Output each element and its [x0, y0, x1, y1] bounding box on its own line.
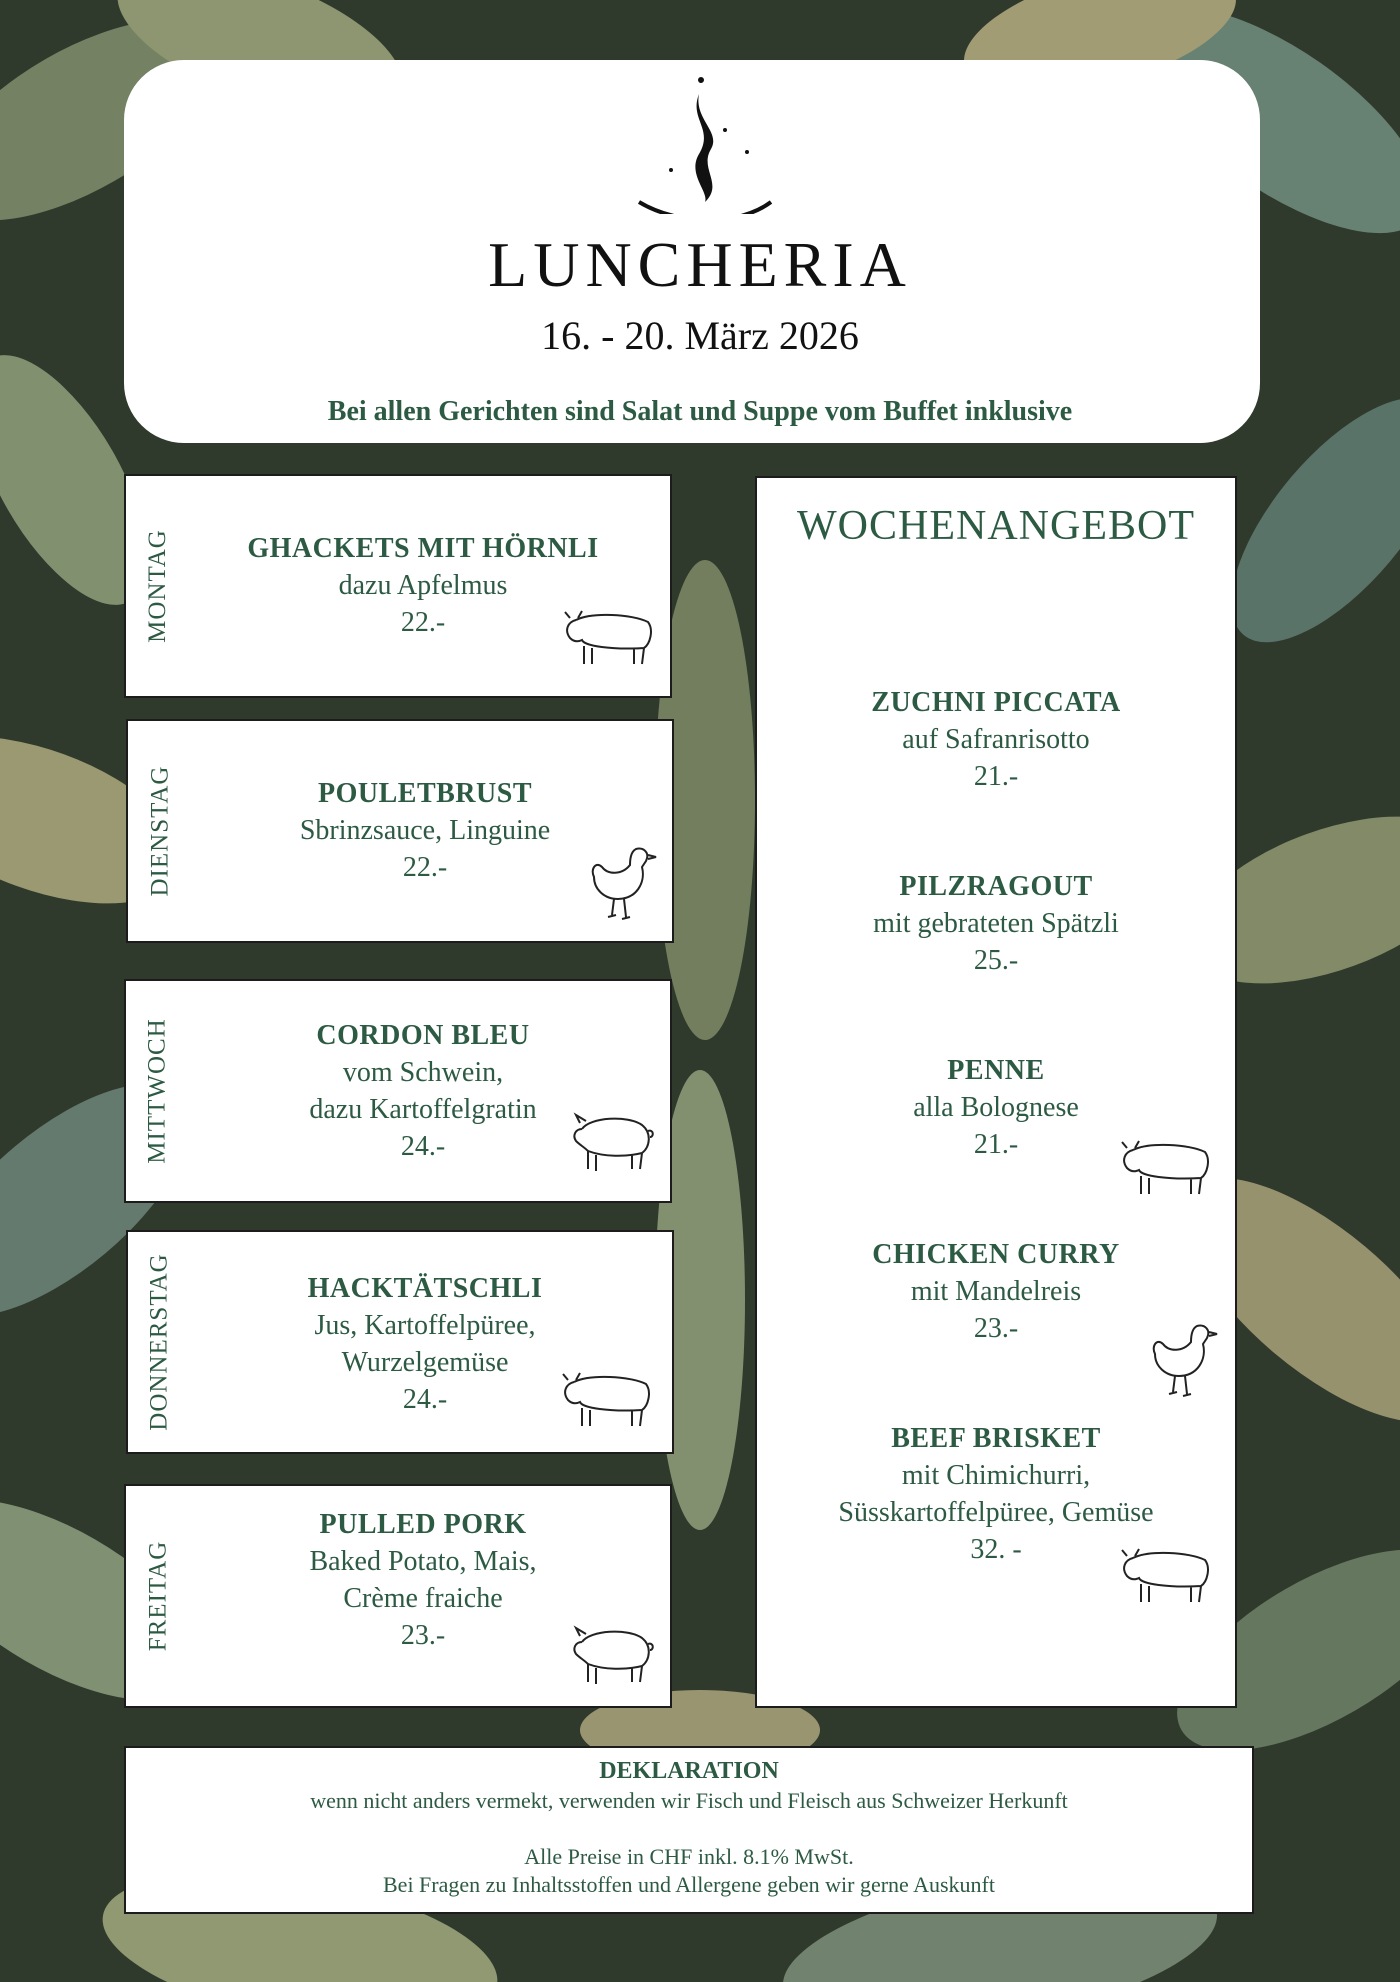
allergens-note: Bei Fragen zu Inhaltsstoffen und Allergene geben wir gerne Auskunft: [383, 1872, 995, 1897]
buffet-note: Bei allen Gerichten sind Salat und Suppe vom Buffet inklusive: [327, 396, 1073, 427]
dish-price: 24.-: [402, 1384, 448, 1415]
day-label: MONTAG: [144, 529, 171, 643]
declaration-title: DEKLARATION: [599, 1758, 779, 1784]
dish-name: GHACKETS MIT HÖRNLI: [247, 533, 599, 564]
dish-price: 21.-: [973, 761, 1019, 792]
dish-description: Wurzelgemüse: [341, 1347, 509, 1378]
day-label: FREITAG: [144, 1540, 171, 1652]
brand-title: LUNCHERIA: [488, 229, 912, 300]
dish-description: Baked Potato, Mais,: [309, 1546, 537, 1577]
day-label: MITTWOCH: [144, 1018, 172, 1164]
chicken-icon: [1147, 1316, 1221, 1400]
dish-name: POULETBRUST: [318, 778, 532, 809]
cow-icon: [1119, 1130, 1215, 1200]
dish-name: PENNE: [947, 1055, 1045, 1086]
dish-name: PULLED PORK: [319, 1509, 527, 1540]
day-card-freitag: [124, 1484, 672, 1708]
dish-description: alla Bolognese: [913, 1092, 1079, 1123]
origin-note: wenn nicht anders vermekt, verwenden wir Fisch und Fleisch aus Schweizer Herkunft: [310, 1788, 1068, 1813]
dish-name: HACKTÄTSCHLI: [307, 1273, 543, 1304]
dish-name: ZUCHNI PICCATA: [871, 687, 1121, 718]
dish-name: CORDON BLEU: [316, 1020, 530, 1051]
day-card-dienstag: [126, 719, 674, 943]
day-card-mittwoch: [124, 979, 672, 1203]
dish-description: Crème fraiche: [343, 1583, 503, 1614]
cow-icon: [560, 1362, 656, 1432]
declaration-card: [124, 1746, 1254, 1914]
dish-description: auf Safranrisotto: [902, 724, 1090, 755]
dish-price: 23.-: [400, 1620, 446, 1651]
weekly-dish: [767, 868, 1225, 979]
dish-description: vom Schwein,: [342, 1057, 504, 1088]
weekly-offer-title: WOCHENANGEBOT: [797, 503, 1195, 549]
dish-description: Jus, Kartoffelpüree,: [314, 1310, 536, 1341]
dish-name: CHICKEN CURRY: [872, 1239, 1120, 1270]
date-range: 16. - 20. März 2026: [541, 313, 859, 358]
day-label: DIENSTAG: [146, 765, 173, 897]
flame-logo-icon: [629, 74, 779, 214]
dish-price: 22.-: [400, 607, 446, 638]
dish-price: 32. -: [970, 1534, 1022, 1565]
pig-icon: [570, 1103, 656, 1177]
dish-description: dazu Kartoffelgratin: [309, 1094, 537, 1125]
cow-icon: [562, 600, 658, 670]
dish-price: 23.-: [973, 1313, 1019, 1344]
dish-description: Süsskartoffelpüree, Gemüse: [838, 1497, 1154, 1528]
weekly-offer-card: [755, 476, 1237, 1708]
day-card-donnerstag: [126, 1230, 674, 1454]
prices-note: Alle Preise in CHF inkl. 8.1% MwSt.: [524, 1844, 854, 1869]
chicken-icon: [586, 839, 660, 923]
dish-description: mit Chimichurri,: [901, 1460, 1091, 1491]
dish-description: mit gebrateten Spätzli: [873, 908, 1119, 939]
day-card-montag: [124, 474, 672, 698]
dish-description: Sbrinzsauce, Linguine: [299, 815, 551, 846]
dish-name: BEEF BRISKET: [891, 1423, 1101, 1454]
dish-price: 21.-: [973, 1129, 1019, 1160]
dish-price: 22.-: [402, 852, 448, 883]
day-label: DONNERSTAG: [146, 1253, 174, 1431]
cow-icon: [1119, 1538, 1215, 1608]
dish-price: 25.-: [973, 945, 1019, 976]
pig-icon: [570, 1616, 656, 1690]
weekly-dish: [767, 684, 1225, 795]
dish-description: dazu Apfelmus: [338, 570, 508, 601]
dish-price: 24.-: [400, 1131, 446, 1162]
dish-description: mit Mandelreis: [910, 1276, 1082, 1307]
dish-name: PILZRAGOUT: [899, 871, 1093, 902]
